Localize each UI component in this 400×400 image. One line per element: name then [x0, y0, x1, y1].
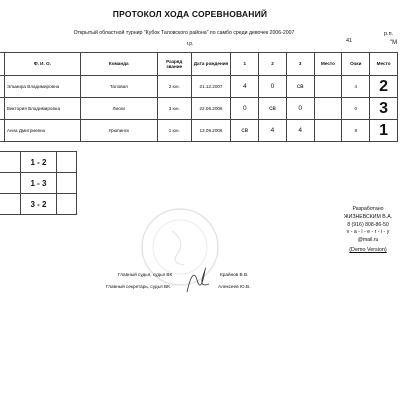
schedule-left	[0, 173, 21, 194]
schedule-row	[0, 173, 77, 194]
col-bout-2: 2	[259, 53, 287, 76]
cell-final-place: 1	[370, 120, 398, 142]
cell-name: Виктория Владимировна	[4, 98, 80, 120]
cell-bout-1: св	[231, 120, 259, 142]
cell-bout-1: 0	[231, 98, 259, 120]
location-prefix: р.п.	[384, 31, 394, 37]
cell-birthdate: 22.06.2006	[191, 98, 231, 120]
col-name: Ф. И. О.	[4, 53, 80, 76]
cell-points: 8	[342, 120, 370, 142]
results-table	[0, 52, 398, 142]
developer-email: v - a - l - e - r - i - y @mail.ru	[346, 229, 390, 244]
cell-rank: 2 юн.	[157, 76, 191, 98]
cell-bout-3: 0	[286, 98, 314, 120]
tournament-subtitle: Открытый областной турнир "Кубок Таловского района" по самбо среди девочек 2006-2007	[73, 30, 295, 36]
cell-final-place: 3	[370, 98, 398, 120]
cell-bout-3: 4	[286, 120, 314, 142]
cell-bout-1: 4	[231, 76, 259, 98]
table-row	[0, 120, 398, 142]
chief-secretary-name: Алексеев Ю.В.	[218, 284, 251, 289]
cell-birthdate: 21.12.2007	[191, 76, 231, 98]
cell-points: 0	[342, 98, 370, 120]
cell-points: 4	[342, 76, 370, 98]
chief-secretary-label: Главный секретарь, судья ВК	[106, 284, 170, 289]
developer-name: ЖИЗНЕВСКИМ В.А.	[343, 213, 393, 220]
col-final-place: Место	[370, 53, 398, 76]
col-rank: Разряд звание	[157, 53, 191, 76]
cell-team: Урюпинск	[80, 120, 157, 142]
table-row	[0, 98, 398, 120]
col-birthdate: Дата рождения	[191, 53, 231, 76]
cell-team: Лиски	[80, 98, 157, 120]
schedule-left	[0, 194, 21, 215]
schedule-pair: 3 - 2	[21, 194, 57, 215]
subtitle-tail: г.р.	[186, 41, 194, 47]
chief-judge-name: Крайнов В.В.	[220, 272, 249, 277]
schedule-right	[57, 173, 77, 194]
developer-phone: 8 (916) 808-86-50	[347, 221, 389, 228]
page-title: ПРОТОКОЛ ХОДА СОРЕВНОВАНИЙ	[112, 9, 268, 19]
cell-final-place: 2	[370, 76, 398, 98]
cell-name: Эльмира Владимировна	[4, 76, 80, 98]
cell-place-blank	[314, 98, 342, 120]
cell-rank: 3 юн.	[157, 98, 191, 120]
cell-team: Таловая	[80, 76, 157, 98]
cell-bout-3: св	[286, 76, 314, 98]
schedule-row	[0, 152, 77, 173]
cell-bout-2: 0	[259, 76, 287, 98]
col-team: Команда	[80, 53, 157, 76]
cell-place-blank	[314, 120, 342, 142]
protocol-number: 41	[346, 38, 353, 44]
table-header-row	[0, 53, 398, 76]
schedule-left	[0, 152, 21, 173]
cell-birthdate: 13.08.2006	[191, 120, 231, 142]
col-place-blank: Место	[314, 53, 342, 76]
demo-version-label: (Demo Version)	[349, 246, 387, 253]
schedule-pair: 1 - 3	[21, 173, 57, 194]
developer-line: Разработано	[352, 206, 384, 212]
signature-scribble	[183, 262, 213, 298]
schedule-pair: 1 - 2	[21, 152, 57, 173]
cell-bout-2: св	[259, 98, 287, 120]
col-points: Очки	[342, 53, 370, 76]
cell-name: Анна Дмитриевна	[4, 120, 80, 142]
cell-place-blank	[314, 76, 342, 98]
chief-judge-label: Главный судья, судья ВК	[118, 272, 173, 277]
cell-bout-2: 4	[259, 120, 287, 142]
schedule-right	[57, 152, 77, 173]
cell-rank: 1 юн.	[157, 120, 191, 142]
col-bout-1: 1	[231, 53, 259, 76]
schedule-row	[0, 194, 77, 215]
bout-schedule-table	[0, 151, 77, 215]
developer-credit	[336, 206, 400, 255]
table-row	[0, 76, 398, 98]
col-bout-3: 3	[286, 53, 314, 76]
schedule-right	[57, 194, 77, 215]
location-fragment: "М	[390, 40, 398, 46]
